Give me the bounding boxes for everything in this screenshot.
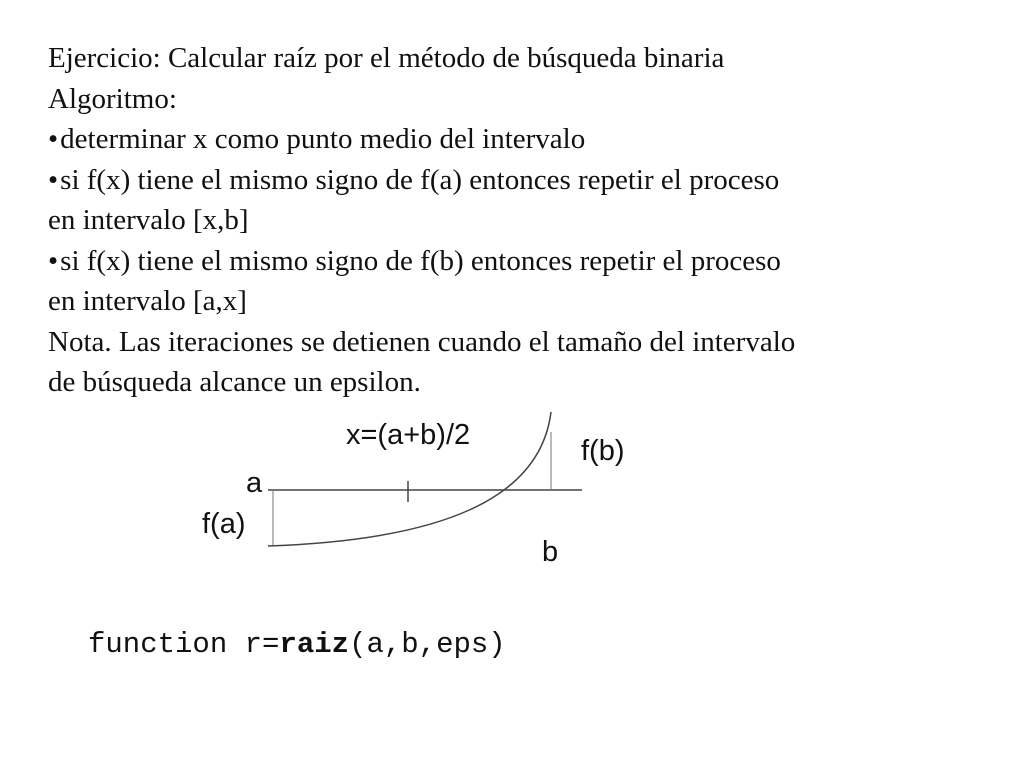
step-1-text: determinar x como punto medio del intervalo (60, 123, 586, 155)
code-prefix: function r= (88, 628, 280, 661)
bullet-icon: • (48, 123, 59, 155)
function-name: raiz (279, 628, 350, 661)
step-2-text: si f(x) tiene el mismo signo de f(a) entonces repetir el proceso (60, 163, 780, 196)
function-signature (88, 630, 506, 659)
bullet-icon: • (48, 163, 59, 196)
fb-label: f(b) (581, 435, 625, 467)
algorithm-step-2-continued: en intervalo [x,b] (48, 204, 249, 236)
midpoint-label: x=(a+b)/2 (346, 419, 471, 451)
note-text: Nota. Las iteraciones se detienen cuando el tamaño del intervalo (48, 325, 796, 358)
algorithm-step-1 (48, 119, 998, 160)
exercise-text (48, 38, 998, 403)
fa-label: f(a) (202, 508, 246, 540)
step-3-text: si f(x) tiene el mismo signo de f(b) entonces repetir el proceso (60, 244, 781, 277)
exercise-title: Ejercicio: Calcular raíz por el método de búsqueda binaria (48, 42, 725, 74)
algorithm-step-3-continued: en intervalo [a,x] (48, 285, 247, 317)
a-label: a (246, 467, 263, 499)
algorithm-heading: Algoritmo: (48, 82, 177, 115)
algorithm-step-3 (48, 241, 998, 282)
algorithm-step-2 (48, 160, 998, 201)
bullet-icon: • (48, 244, 59, 277)
b-label: b (542, 536, 559, 568)
note-text-continued: de búsqueda alcance un epsilon. (48, 366, 421, 398)
code-suffix: (a,b,eps) (349, 628, 506, 661)
